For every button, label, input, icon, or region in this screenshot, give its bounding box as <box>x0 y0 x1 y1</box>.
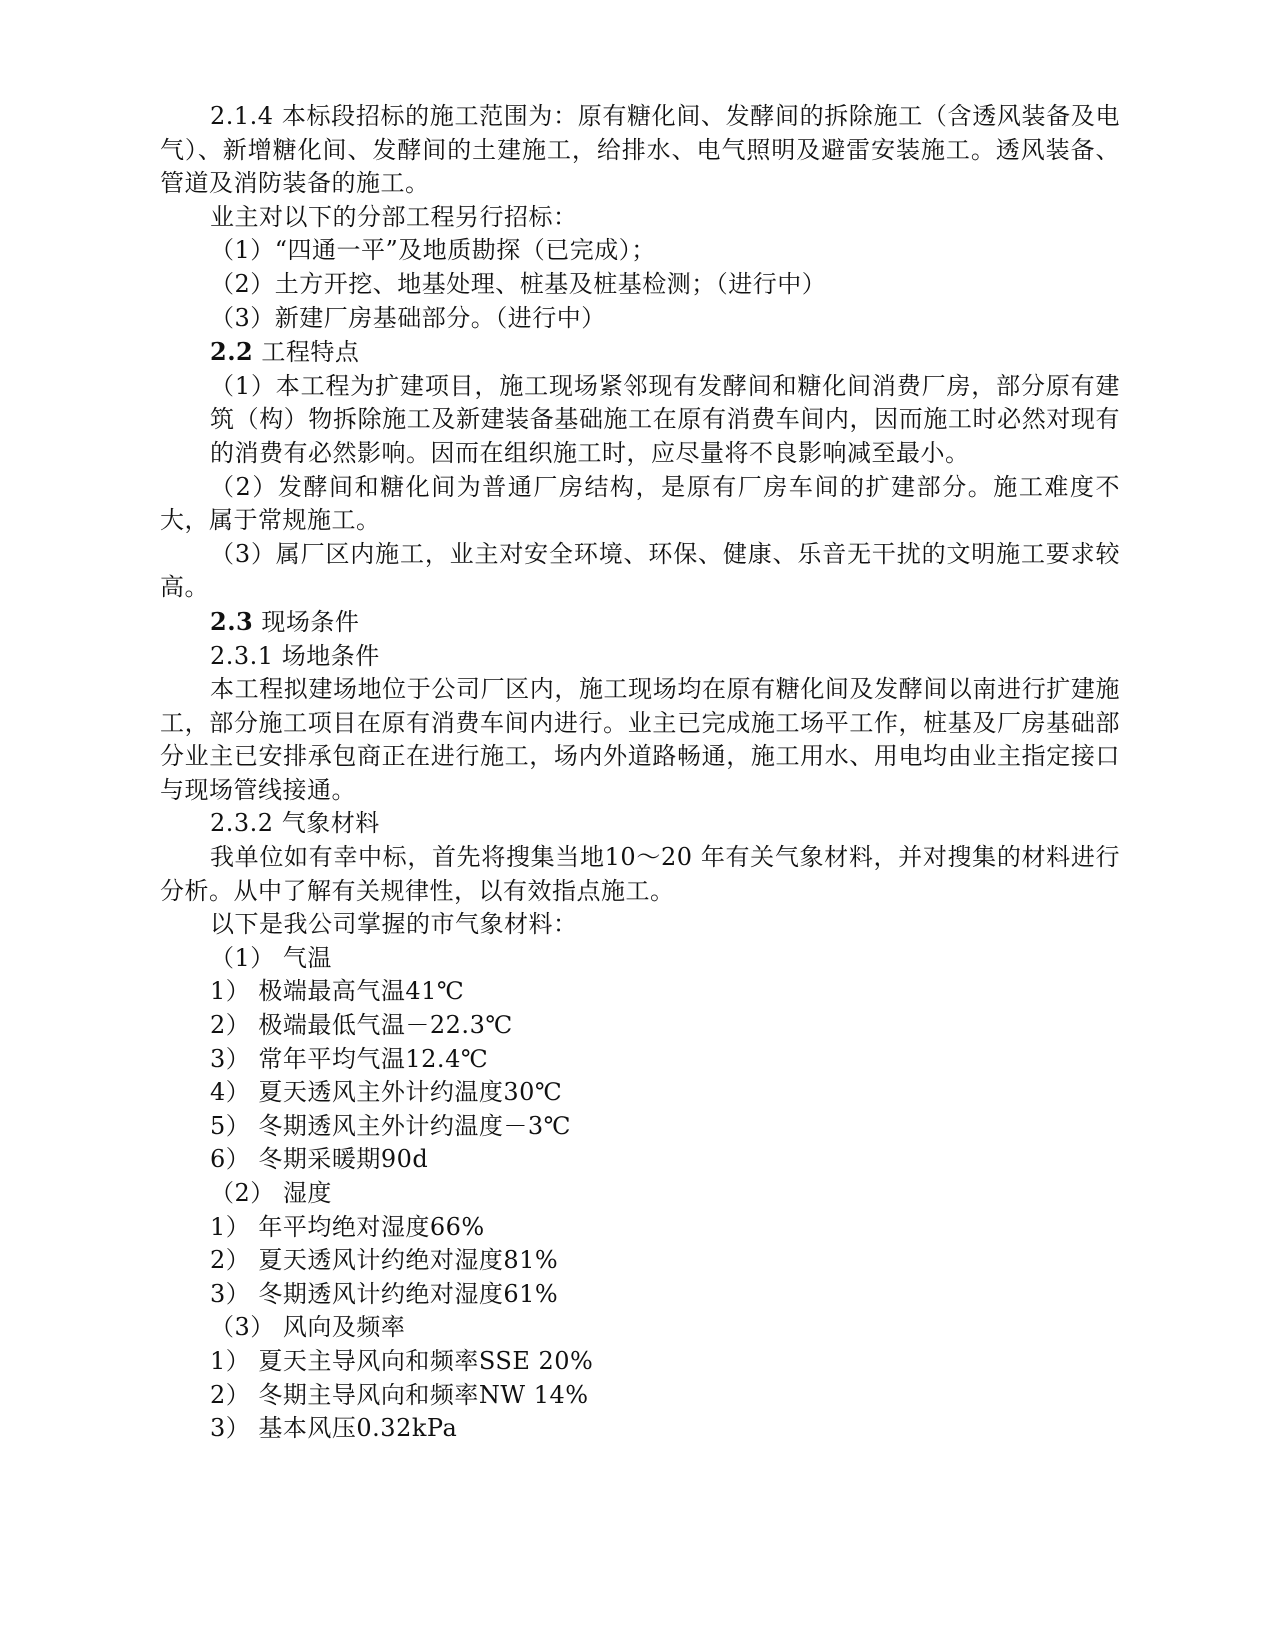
paragraph-feature-3: （3）属厂区内施工，业主对安全环境、环保、健康、乐音无干扰的文明施工要求较高。 <box>160 539 1120 602</box>
subheading-2-3-1: 2.3.1 场地条件 <box>210 641 380 670</box>
list-item-tender-1: （1）“四通一平”及地质勘探（已完成）； <box>210 236 656 265</box>
paragraph-site-conditions: 本工程拟建场地位于公司厂区内，施工现场均在原有糖化间及发酵间以南进行扩建施工，部分施工项目在原有消费车间内进行。业主已完成施工场平工作，桩基及厂房基础部分业主已安排承包商正在进行施工，场内外道路畅通，施工用水、用电均由业主指定接口与现场管线接通。 <box>160 675 1120 804</box>
paragraph-owner-tender: 业主对以下的分部工程另行招标： <box>210 202 578 231</box>
section-number: 2.2 <box>210 337 254 367</box>
paragraph-feature-2: （2）发酵间和糖化间为普通厂房结构，是原有厂房车间的扩建部分。施工难度不大，属于常规施工。 <box>160 472 1120 535</box>
list-item-tender-2: （2）土方开挖、地基处理、桩基及桩基检测；（进行中） <box>210 269 827 298</box>
list-item-tender-3: （3）新建厂房基础部分。（进行中） <box>210 303 606 332</box>
list-item: 5） 冬期透风主外计约温度－3℃ <box>210 1111 572 1140</box>
section-heading-2-3 <box>160 605 1120 640</box>
list-item: 4） 夏天透风主外计约温度30℃ <box>210 1078 563 1107</box>
list-heading-humidity: （2） 湿度 <box>210 1179 332 1207</box>
paragraph-feature-1 <box>160 370 1120 471</box>
list-item: 1） 夏天主导风向和频率SSE 20% <box>210 1346 594 1375</box>
list-item: 1） 年平均绝对湿度66% <box>210 1212 485 1241</box>
document-page <box>160 100 1120 1446</box>
section-heading-2-2 <box>160 335 1120 370</box>
section-title: 工程特点 <box>253 338 360 367</box>
list-item: 2） 冬期主导风向和频率NW 14% <box>210 1380 589 1409</box>
list-item: 3） 常年平均气温12.4℃ <box>210 1044 489 1073</box>
section-number: 2.3 <box>210 606 254 636</box>
list-item: 3） 冬期透风计约绝对湿度61% <box>210 1279 559 1308</box>
list-item: 2） 夏天透风计约绝对湿度81% <box>210 1246 559 1275</box>
paragraph-weather-intro: 我单位如有幸中标，首先将搜集当地10～20 年有关气象材料，并对搜集的材料进行分析。从中了解有关规律性，以有效指点施工。 <box>160 843 1120 905</box>
list-item: 3） 基本风压0.32kPa <box>210 1414 458 1443</box>
list-item: 6） 冬期采暖期90d <box>210 1145 429 1174</box>
list-heading-wind: （3） 风向及频率 <box>210 1313 406 1342</box>
paragraph-text: （1）本工程为扩建项目，施工现场紧邻现有发酵间和糖化间消费厂房，部分原有建筑（构）物拆除施工及新建装备基础施工在原有消费车间内，因而施工时必然对现有的消费有必然影响。因而在组织施工时，应尽量将不良影响减至最小。 <box>210 371 1120 467</box>
paragraph-weather-list-intro: 以下是我公司掌握的市气象材料： <box>210 910 578 939</box>
section-title: 现场条件 <box>253 607 360 636</box>
paragraph-2-1-4: 2.1.4 本标段招标的施工范围为：原有糖化间、发酵间的拆除施工（含透风装备及电气）、新增糖化间、发酵间的土建施工，给排水、电气照明及避雷安装施工。透风装备、管道及消防装备的施工。 <box>160 102 1120 198</box>
subheading-2-3-2: 2.3.2 气象材料 <box>210 809 380 838</box>
list-item: 2） 极端最低气温－22.3℃ <box>210 1011 513 1040</box>
list-heading-temperature: （1） 气温 <box>210 943 332 972</box>
list-item: 1） 极端最高气温41℃ <box>210 977 465 1006</box>
